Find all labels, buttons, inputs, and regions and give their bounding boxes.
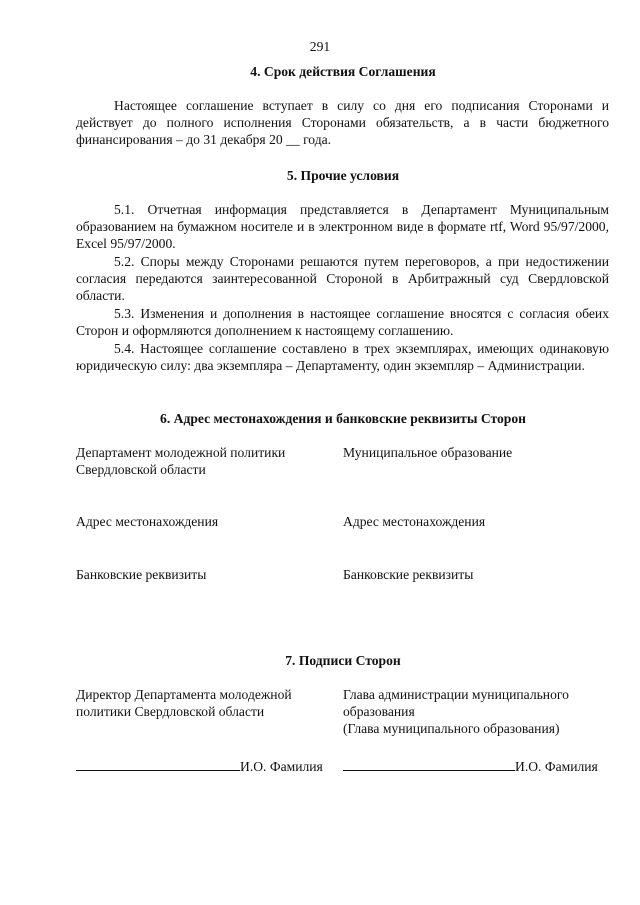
party-right-bank-label: Банковские реквизиты <box>343 567 474 582</box>
party-left-bank-label: Банковские реквизиты <box>76 567 207 582</box>
signer-right-title-line2: (Глава муниципального образования) <box>343 721 560 736</box>
section-5-title: 5. Прочие условия <box>286 168 400 183</box>
section-4-title: 4. Срок действия Соглашения <box>250 64 436 79</box>
clause-5-2: 5.2. Споры между Сторонами решаются путем переговоров, а при недостижении согласия передаются заинтересованной Стороной в Арбитражный суд Свердловской области. <box>76 254 609 303</box>
clause-5-3: 5.3. Изменения и дополнения в настоящее соглашение вносятся с согласия обеих Сторон и оформляются дополнением к настоящему соглашению. <box>76 306 609 338</box>
signature-name-right: И.О. Фамилия <box>515 759 598 774</box>
signature-line-right <box>343 758 515 771</box>
party-left-name: Департамент молодежной политики Свердловской области <box>76 445 286 477</box>
clause-5-4: 5.4. Настоящее соглашение составлено в трех экземплярах, имеющих одинаковую юридическую силу: два экземпляра – Департаменту, один экземпляр – Администрации. <box>76 341 609 373</box>
signature-name-left: И.О. Фамилия <box>240 759 323 774</box>
signature-line-left <box>76 758 240 771</box>
signer-right-title <box>343 686 613 737</box>
signature-left <box>76 758 323 775</box>
section-7-title: 7. Подписи Сторон <box>285 653 401 668</box>
party-left-address-label: Адрес местонахождения <box>76 514 219 529</box>
party-right-name: Муниципальное образование <box>343 445 513 460</box>
clause-5-1: 5.1. Отчетная информация представляется в Департамент Муниципальным образованием на бумажном носителе и в электронном виде в формате rtf, Word 95/97/2000, Excel 95/97/2000. <box>76 202 609 251</box>
page-number: 291 <box>309 39 331 54</box>
party-right-address-label: Адрес местонахождения <box>343 514 486 529</box>
signature-right <box>343 758 598 775</box>
signer-left-title: Директор Департамента молодежной политики Свердловской области <box>76 687 292 719</box>
section-6-title: 6. Адрес местонахождения и банковские реквизиты Сторон <box>160 411 526 426</box>
signer-right-title-line1: Глава администрации муниципального образования <box>343 687 569 719</box>
section-4-text: Настоящее соглашение вступает в силу со дня его подписания Сторонами и действует до полного исполнения Сторонами обязательств, а в части бюджетного финансирования – до 31 декабря 20 __ года. <box>76 98 609 147</box>
